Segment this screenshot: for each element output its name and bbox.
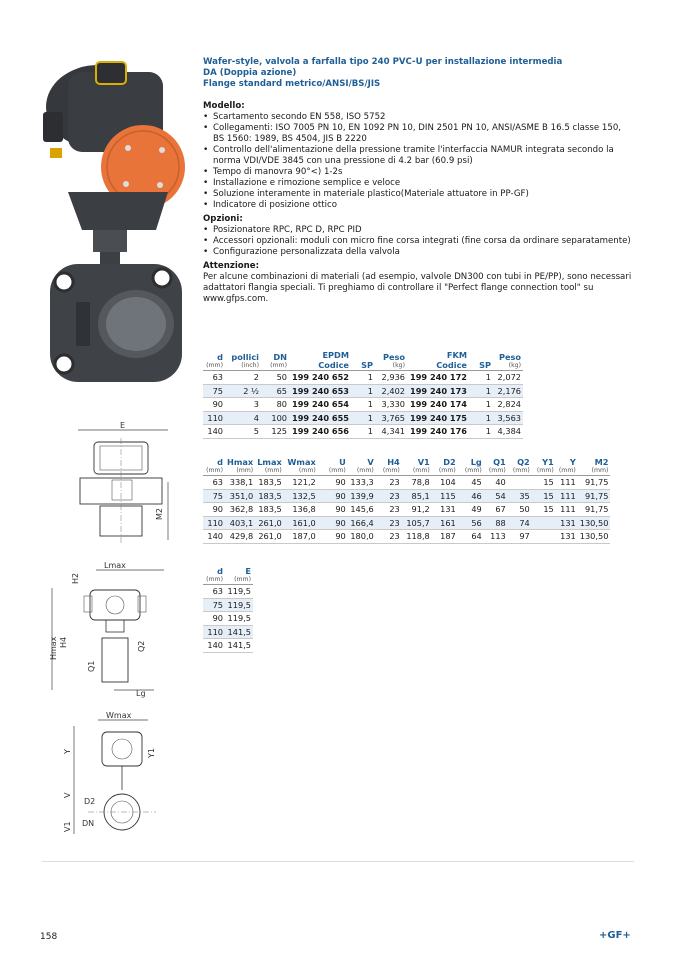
col-header: pollici (inch) [231,352,259,369]
modello-item: • Scartamento secondo EN 558, ISO 5752 [203,112,633,123]
modello-item: • Controllo dell'alimentazione della pressione tramite l'interfaccia NAMUR integrata secondo la norma VDI/VDE 3845 con una pressione di 4.2 bar (60.9 psi) [203,145,633,167]
table-cell: 104 [432,476,458,490]
opzioni-label: Opzioni: [203,214,243,224]
opzioni-list [203,225,633,258]
table-cell: 56 [458,516,484,530]
product-description [203,57,633,305]
table-row [203,489,610,503]
table-cell: 261,0 [255,530,284,544]
table-cell: 90 [318,503,348,517]
table-cell: 49 [458,503,484,517]
col-header: D2 (mm) [438,457,456,474]
table-cell: 23 [376,489,402,503]
table-cell: 132,5 [284,489,318,503]
table-cell: 54 [484,489,508,503]
dim-label-hmax: Hmax [49,636,58,660]
opzioni-item: • Posizionatore RPC, RPC D, RPC PID [203,225,633,236]
col-header: Y (mm) [558,457,576,474]
table-cell: 15 [532,476,556,490]
table-cell: 63 [203,585,225,599]
col-header: Peso (kg) [382,352,405,369]
page-number: 158 [40,932,58,942]
table-cell: 338,1 [225,476,255,490]
table-row [203,598,253,612]
footer-divider [42,861,634,862]
table-cell: 113 [484,530,508,544]
table-cell: 23 [376,530,402,544]
col-header: Lmax (mm) [257,457,282,474]
table-row [203,639,253,653]
table-row [203,530,610,544]
col-header: U (mm) [328,457,346,474]
table-cell: 91,75 [578,489,611,503]
table-cell: 111 [556,503,578,517]
table-cell: 119,5 [225,598,253,612]
dim-label-v: V [63,792,72,798]
col-header: d (mm) [206,352,223,369]
table-cell: 90 [318,516,348,530]
dim-label-wmax: Wmax [106,712,132,720]
table-cell: 351,0 [225,489,255,503]
drawing-side-view [44,560,174,700]
modello-list [203,112,633,211]
table-cell: 183,5 [255,476,284,490]
col-header: Y1 (mm) [536,457,554,474]
table-cell: 161 [432,516,458,530]
table-cell: 130,50 [578,516,611,530]
col-header: Wmax (mm) [287,457,316,474]
table-cell: 75 [203,598,225,612]
table-cell: 131 [556,516,578,530]
modello-item: • Soluzione interamente in materiale plastico(Materiale attuatore in PP-GF) [203,189,633,200]
table-cell: 121,2 [284,476,318,490]
dim-label-h2: H2 [71,572,80,584]
col-header: FKM Codice [436,350,467,370]
dim-label-m2: M2 [155,508,164,520]
col-header: EPDM Codice [318,350,349,370]
col-header: SP [361,360,373,370]
modello-item: • Indicatore di posizione ottico [203,200,633,211]
table-cell: 90 [318,476,348,490]
table-cell: 119,5 [225,612,253,626]
table-cell: 23 [376,476,402,490]
table-cell: 105,7 [402,516,432,530]
dim-label-h4: H4 [59,636,68,648]
table-cell: 110 [203,516,225,530]
dimensions-table [203,457,610,544]
col-header: Q1 (mm) [488,457,506,474]
table-cell: 115 [432,489,458,503]
table-cell: 91,2 [402,503,432,517]
table-cell: 78,8 [402,476,432,490]
valve-actuator-photo [38,52,188,392]
table-cell: 145,6 [348,503,376,517]
col-header: d (mm) [206,457,223,474]
opzioni-item: • Accessori opzionali: moduli con micro fine corsa integrati (fine corsa da ordinare separatamente) [203,236,633,247]
drawing-top-view [58,712,168,844]
table-cell: 161,0 [284,516,318,530]
dim-label-dn: DN [82,819,95,828]
product-title-line3: Flange standard metrico/ANSI/BS/JIS [203,79,381,89]
table-cell: 141,5 [225,625,253,639]
table-cell: 403,1 [225,516,255,530]
dim-label-q2: Q2 [137,640,146,652]
table-cell: 131 [432,503,458,517]
modello-item: • Installazione e rimozione semplice e veloce [203,178,633,189]
modello-item: • Tempo di manovra 90°<) 1-2s [203,167,633,178]
order-codes-table [203,350,523,439]
dimension-e-table [203,566,253,653]
dim-label-e: E [120,421,126,430]
table-cell: 362,8 [225,503,255,517]
table-row [203,516,610,530]
col-header: H4 (mm) [382,457,400,474]
col-header: V (mm) [356,457,374,474]
table-cell: 85,1 [402,489,432,503]
dim-label-y: Y [63,749,72,754]
table-row: 140 5 125 199 240 656 1 4,341 199 240 176 1 4,384 [203,425,523,439]
table-cell: 90 [203,503,225,517]
table-cell: 111 [556,489,578,503]
col-header: DN (mm) [270,352,287,369]
table-row: 110 4 100 199 240 655 1 3,765 199 240 175 1 3,563 [203,411,523,425]
product-title-line1: Wafer-style, valvola a farfalla tipo 240 PVC-U per installazione intermedia [203,57,563,67]
table-cell [532,530,556,544]
table-row [203,503,610,517]
col-header: Q2 (mm) [512,457,530,474]
table-row: 75 2 ½ 65 199 240 653 1 2,402 199 240 173 1 2,176 [203,384,523,398]
dim-label-q1: Q1 [87,660,96,672]
table-cell: 187,0 [284,530,318,544]
col-header: SP [479,360,491,370]
table-cell: 110 [203,625,225,639]
table-cell: 133,3 [348,476,376,490]
table-cell: 130,50 [578,530,611,544]
table-cell: 187 [432,530,458,544]
modello-label: Modello: [203,101,245,111]
table-row [203,625,253,639]
table-cell: 139,9 [348,489,376,503]
col-header: E (mm) [234,566,251,583]
table-cell: 40 [484,476,508,490]
attenzione-label: Attenzione: [203,261,260,271]
table-cell: 15 [532,503,556,517]
table-cell: 141,5 [225,639,253,653]
col-header: M2 (mm) [591,457,609,474]
table-cell: 136,8 [284,503,318,517]
table-cell: 35 [508,489,532,503]
col-header: Hmax (mm) [227,457,254,474]
table-cell: 90 [203,612,225,626]
table-cell: 46 [458,489,484,503]
table-cell: 131 [556,530,578,544]
table-cell: 15 [532,489,556,503]
table-cell [508,476,532,490]
table-cell: 119,5 [225,585,253,599]
dim-label-d2: D2 [84,797,96,806]
table-cell [532,516,556,530]
table-cell: 23 [376,516,402,530]
dim-label-v1: V1 [63,821,72,832]
table-cell: 90 [318,489,348,503]
table-cell: 45 [458,476,484,490]
table-cell: 183,5 [255,503,284,517]
dim-label-lmax: Lmax [104,561,126,570]
table-cell: 75 [203,489,225,503]
table-cell: 23 [376,503,402,517]
col-header: d (mm) [206,566,223,583]
product-title-line2: DA (Doppia azione) [203,68,297,78]
table-cell: 88 [484,516,508,530]
gf-logo: +GF+ [599,930,631,941]
opzioni-item: • Configurazione personalizzata della valvola [203,247,633,258]
table-cell: 180,0 [348,530,376,544]
table-cell: 67 [484,503,508,517]
table-cell: 429,8 [225,530,255,544]
drawing-front-view [68,420,180,550]
table-cell: 183,5 [255,489,284,503]
attenzione-text: Per alcune combinazioni di materiali (ad esempio, valvole DN300 con tubi in PE/PP), sono necessari adattatori flangia speciali. Ti preghiamo di controllare il "Perfect flange connection tool" su www.gfps.com. [203,272,632,304]
table-row [203,476,610,490]
table-row [203,585,253,599]
table-row: 90 3 80 199 240 654 1 3,330 199 240 174 1 2,824 [203,398,523,412]
table-cell: 97 [508,530,532,544]
dim-label-y1: Y1 [147,748,156,758]
dim-label-lg: Lg [136,689,146,698]
table-cell: 91,75 [578,503,611,517]
table-row [203,612,253,626]
table-cell: 166,4 [348,516,376,530]
table-cell: 63 [203,476,225,490]
table-cell: 140 [203,530,225,544]
table-cell: 74 [508,516,532,530]
col-header: V1 (mm) [412,457,430,474]
table-cell: 50 [508,503,532,517]
table-cell: 140 [203,639,225,653]
table-cell: 64 [458,530,484,544]
table-cell: 118,8 [402,530,432,544]
table-cell: 111 [556,476,578,490]
table-cell: 90 [318,530,348,544]
table-row: 63 2 50 199 240 652 1 2,936 199 240 172 1 2,072 [203,371,523,385]
col-header: Peso (kg) [498,352,521,369]
modello-item: • Collegamenti: ISO 7005 PN 10, EN 1092 PN 10, DIN 2501 PN 10, ANSI/ASME B 16.5 classe 150, BS 1560: 1989, BS 4504, JIS B 2220 [203,123,633,145]
table-cell: 91,75 [578,476,611,490]
table-cell: 261,0 [255,516,284,530]
col-header: Lg (mm) [464,457,482,474]
